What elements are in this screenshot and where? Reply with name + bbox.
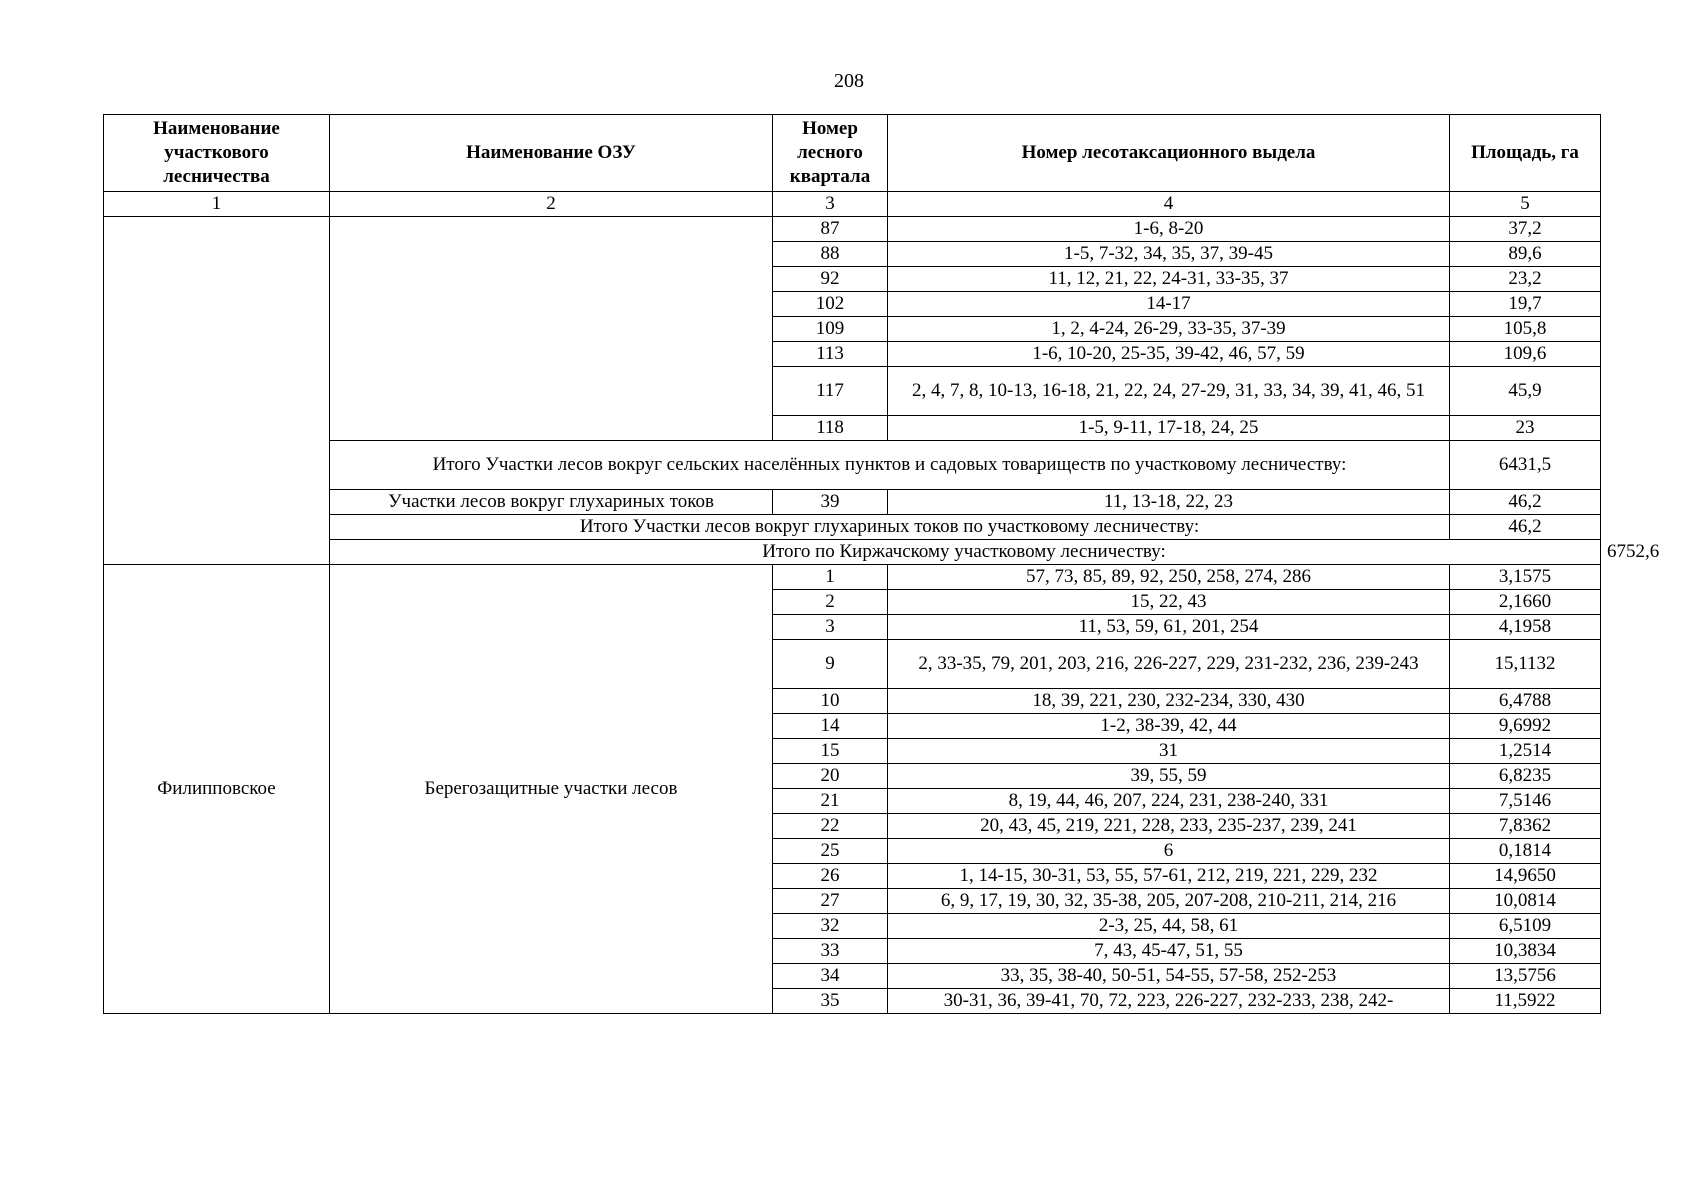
quarter-cell: 113 bbox=[773, 342, 888, 367]
header-plots: Номер лесотаксационного выдела bbox=[888, 115, 1450, 192]
area-cell: 4,1958 bbox=[1450, 615, 1601, 640]
plots-cell: 6, 9, 17, 19, 30, 32, 35-38, 205, 207-208, 210-211, 214, 216 bbox=[888, 889, 1450, 914]
plots-cell: 1-6, 8-20 bbox=[888, 217, 1450, 242]
plots-cell: 8, 19, 44, 46, 207, 224, 231, 238-240, 331 bbox=[888, 789, 1450, 814]
plots-cell: 1, 2, 4-24, 26-29, 33-35, 37-39 bbox=[888, 317, 1450, 342]
area-cell: 3,1575 bbox=[1450, 565, 1601, 590]
ozu-cell-empty bbox=[330, 217, 773, 441]
quarter-cell: 118 bbox=[773, 416, 888, 441]
area-cell: 46,2 bbox=[1450, 490, 1601, 515]
column-number: 5 bbox=[1450, 192, 1601, 217]
quarter-cell: 92 bbox=[773, 267, 888, 292]
plots-cell: 6 bbox=[888, 839, 1450, 864]
quarter-cell: 14 bbox=[773, 714, 888, 739]
quarter-cell: 1 bbox=[773, 565, 888, 590]
quarter-cell: 87 bbox=[773, 217, 888, 242]
quarter-cell: 88 bbox=[773, 242, 888, 267]
quarter-cell: 32 bbox=[773, 914, 888, 939]
plots-cell: 39, 55, 59 bbox=[888, 764, 1450, 789]
ozu-cell: Берегозащитные участки лесов bbox=[330, 565, 773, 1014]
plots-cell: 15, 22, 43 bbox=[888, 590, 1450, 615]
column-number-row bbox=[104, 192, 1601, 217]
plots-cell: 2-3, 25, 44, 58, 61 bbox=[888, 914, 1450, 939]
header-quarter: Номер лесного квартала bbox=[773, 115, 888, 192]
plots-cell: 31 bbox=[888, 739, 1450, 764]
subtotal-label: Итого Участки лесов вокруг сельских населённых пунктов и садовых товариществ по участковому лесничеству: bbox=[330, 441, 1450, 490]
plots-cell: 33, 35, 38-40, 50-51, 54-55, 57-58, 252-253 bbox=[888, 964, 1450, 989]
quarter-cell: 109 bbox=[773, 317, 888, 342]
plots-cell: 1-5, 7-32, 34, 35, 37, 39-45 bbox=[888, 242, 1450, 267]
area-cell: 89,6 bbox=[1450, 242, 1601, 267]
plots-cell: 20, 43, 45, 219, 221, 228, 233, 235-237, 239, 241 bbox=[888, 814, 1450, 839]
total-label: Итого по Киржачскому участковому лесничеству: bbox=[330, 540, 1601, 565]
forestry-cell-empty bbox=[104, 217, 330, 565]
area-cell: 9,6992 bbox=[1450, 714, 1601, 739]
plots-cell: 14-17 bbox=[888, 292, 1450, 317]
area-cell: 10,0814 bbox=[1450, 889, 1601, 914]
plots-cell: 1-5, 9-11, 17-18, 24, 25 bbox=[888, 416, 1450, 441]
area-cell: 19,7 bbox=[1450, 292, 1601, 317]
area-cell: 2,1660 bbox=[1450, 590, 1601, 615]
plots-cell: 57, 73, 85, 89, 92, 250, 258, 274, 286 bbox=[888, 565, 1450, 590]
plots-cell: 7, 43, 45-47, 51, 55 bbox=[888, 939, 1450, 964]
header-ozu: Наименование ОЗУ bbox=[330, 115, 773, 192]
quarter-cell: 39 bbox=[773, 490, 888, 515]
table-row bbox=[104, 565, 1601, 590]
area-cell: 45,9 bbox=[1450, 367, 1601, 416]
area-cell: 105,8 bbox=[1450, 317, 1601, 342]
forest-plots-table bbox=[103, 114, 1660, 1014]
total-row-kirzhach: Итого по Киржачскому участковому лесничеству: 6752,6 bbox=[104, 540, 1601, 565]
quarter-cell: 21 bbox=[773, 789, 888, 814]
area-cell: 11,5922 bbox=[1450, 989, 1601, 1014]
plots-cell: 30-31, 36, 39-41, 70, 72, 223, 226-227, 232-233, 238, 242- bbox=[888, 989, 1450, 1014]
area-cell: 7,8362 bbox=[1450, 814, 1601, 839]
plots-cell: 11, 53, 59, 61, 201, 254 bbox=[888, 615, 1450, 640]
column-number: 3 bbox=[773, 192, 888, 217]
header-forestry: Наименование участкового лесничества bbox=[104, 115, 330, 192]
area-cell: 37,2 bbox=[1450, 217, 1601, 242]
plots-cell: 2, 33-35, 79, 201, 203, 216, 226-227, 229, 231-232, 236, 239-243 bbox=[888, 640, 1450, 689]
area-cell: 109,6 bbox=[1450, 342, 1601, 367]
header-area: Площадь, га bbox=[1450, 115, 1601, 192]
table-row bbox=[104, 217, 1601, 242]
quarter-cell: 22 bbox=[773, 814, 888, 839]
quarter-cell: 26 bbox=[773, 864, 888, 889]
subtotal-area: 6431,5 bbox=[1450, 441, 1601, 490]
quarter-cell: 102 bbox=[773, 292, 888, 317]
subtotal-area: 46,2 bbox=[1450, 515, 1601, 540]
plots-cell: 1-6, 10-20, 25-35, 39-42, 46, 57, 59 bbox=[888, 342, 1450, 367]
quarter-cell: 15 bbox=[773, 739, 888, 764]
quarter-cell: 25 bbox=[773, 839, 888, 864]
quarter-cell: 34 bbox=[773, 964, 888, 989]
area-cell: 23 bbox=[1450, 416, 1601, 441]
quarter-cell: 9 bbox=[773, 640, 888, 689]
area-cell: 10,3834 bbox=[1450, 939, 1601, 964]
plots-cell: 2, 4, 7, 8, 10-13, 16-18, 21, 22, 24, 27-29, 31, 33, 34, 39, 41, 46, 51 bbox=[888, 367, 1450, 416]
page-number: 208 bbox=[834, 70, 864, 92]
column-number: 2 bbox=[330, 192, 773, 217]
quarter-cell: 33 bbox=[773, 939, 888, 964]
area-cell: 13,5756 bbox=[1450, 964, 1601, 989]
area-cell: 14,9650 bbox=[1450, 864, 1601, 889]
column-number: 4 bbox=[888, 192, 1450, 217]
subtotal-label: Итого Участки лесов вокруг глухариных токов по участковому лесничеству: bbox=[330, 515, 1450, 540]
area-cell: 6,5109 bbox=[1450, 914, 1601, 939]
forestry-cell: Филипповское bbox=[104, 565, 330, 1014]
area-cell: 23,2 bbox=[1450, 267, 1601, 292]
plots-cell: 11, 13-18, 22, 23 bbox=[888, 490, 1450, 515]
area-cell: 7,5146 bbox=[1450, 789, 1601, 814]
area-cell: 6,8235 bbox=[1450, 764, 1601, 789]
quarter-cell: 27 bbox=[773, 889, 888, 914]
area-cell: 1,2514 bbox=[1450, 739, 1601, 764]
quarter-cell: 117 bbox=[773, 367, 888, 416]
quarter-cell: 20 bbox=[773, 764, 888, 789]
plots-cell: 18, 39, 221, 230, 232-234, 330, 430 bbox=[888, 689, 1450, 714]
area-cell: 0,1814 bbox=[1450, 839, 1601, 864]
ozu-cell: Участки лесов вокруг глухариных токов bbox=[330, 490, 773, 515]
quarter-cell: 10 bbox=[773, 689, 888, 714]
plots-cell: 1, 14-15, 30-31, 53, 55, 57-61, 212, 219, 221, 229, 232 bbox=[888, 864, 1450, 889]
quarter-cell: 3 bbox=[773, 615, 888, 640]
area-cell: 6,4788 bbox=[1450, 689, 1601, 714]
quarter-cell: 2 bbox=[773, 590, 888, 615]
header-row bbox=[104, 115, 1601, 192]
plots-cell: 11, 12, 21, 22, 24-31, 33-35, 37 bbox=[888, 267, 1450, 292]
quarter-cell: 35 bbox=[773, 989, 888, 1014]
plots-cell: 1-2, 38-39, 42, 44 bbox=[888, 714, 1450, 739]
area-cell: 15,1132 bbox=[1450, 640, 1601, 689]
column-number: 1 bbox=[104, 192, 330, 217]
